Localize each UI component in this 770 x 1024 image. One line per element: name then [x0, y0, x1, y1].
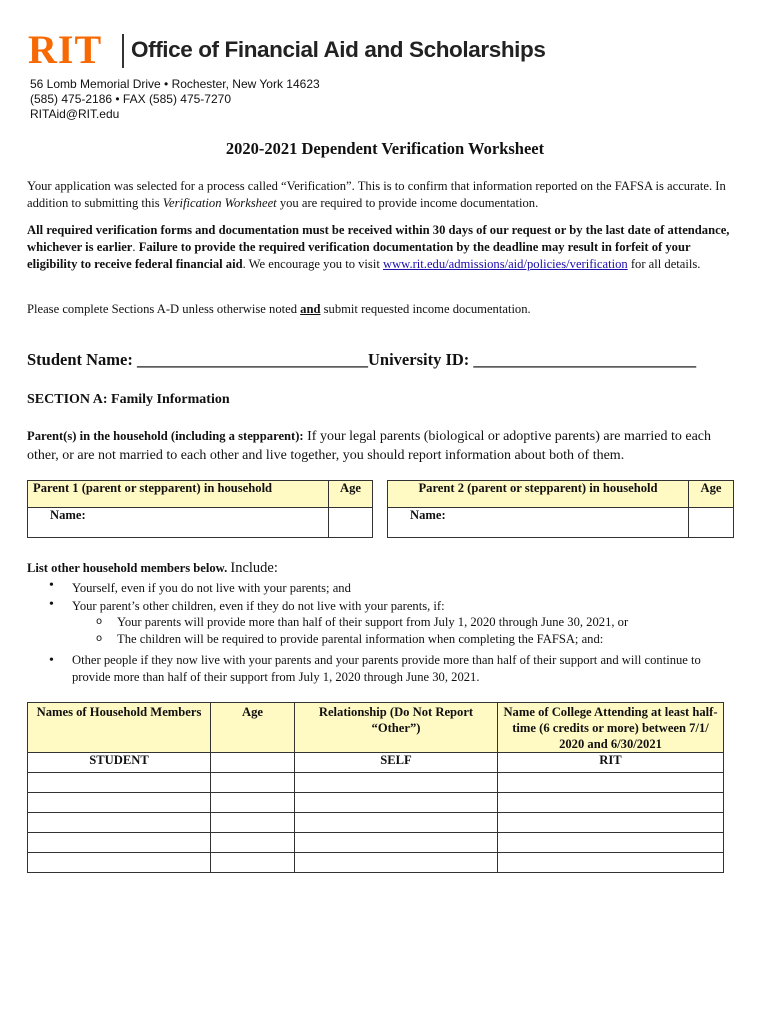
table-cell[interactable] — [28, 773, 211, 793]
bullet-icon: • — [49, 597, 54, 612]
phone-fax-line: (585) 475-2186 • FAX (585) 475-7270 — [30, 92, 231, 106]
col-header-college: Name of College Attending at least half-time (6 credits or more) between 7/1/ 2020 and 6/30/2021 — [498, 703, 724, 753]
table-row — [28, 773, 724, 793]
table-cell[interactable] — [28, 853, 211, 873]
rit-logo: RIT — [28, 27, 103, 72]
table-row — [28, 793, 724, 813]
sub-list-item: Your parents will provide more than half of their support from July 1, 2020 through June 30, 2021, or — [117, 615, 629, 629]
student-name-id-line[interactable]: Student Name: ____________________________University ID: ___________________________ — [27, 350, 697, 369]
table-cell[interactable] — [211, 753, 295, 773]
section-a-title: SECTION A: Family Information — [27, 392, 230, 407]
logo-divider — [122, 34, 124, 68]
sub-list-item: The children will be required to provide parental information when completing the FAFSA; and: — [117, 632, 604, 646]
parent2-table — [387, 480, 734, 538]
col-header-age: Age — [211, 703, 295, 753]
bullet-icon: • — [49, 578, 54, 593]
table-cell[interactable] — [295, 793, 498, 813]
table-cell[interactable] — [211, 833, 295, 853]
parent1-age-header: Age — [329, 481, 373, 508]
table-row — [28, 853, 724, 873]
intro-paragraph: Your application was selected for a process called “Verification”. This is to confirm that information reported on the FAFSA is accurate. In addition to submitting this Verification Worksheet you are required to provide income documentation. — [27, 179, 726, 210]
parent1-header: Parent 1 (parent or stepparent) in household — [28, 481, 329, 508]
table-cell[interactable] — [28, 833, 211, 853]
office-name: Office of Financial Aid and Scholarships — [131, 37, 546, 62]
table-cell[interactable] — [498, 813, 724, 833]
table-cell[interactable]: STUDENT — [28, 753, 211, 773]
table-cell[interactable] — [295, 853, 498, 873]
table-cell[interactable] — [211, 793, 295, 813]
table-cell[interactable] — [498, 853, 724, 873]
email-line: RITAid@RIT.edu — [30, 107, 120, 121]
table-row — [28, 813, 724, 833]
table-cell[interactable]: RIT — [498, 753, 724, 773]
parent2-age-field[interactable] — [689, 508, 734, 538]
household-members-table — [27, 702, 724, 873]
parent2-header: Parent 2 (parent or stepparent) in household — [388, 481, 689, 508]
parent2-age-header: Age — [689, 481, 734, 508]
parents-instructions: Parent(s) in the household (including a stepparent): If your legal parents (biological or adoptive parents) are married to each other, or are not married to each other and live together, you should report information about both of them. — [27, 429, 712, 463]
col-header-names: Names of Household Members — [28, 703, 211, 753]
table-cell[interactable] — [498, 833, 724, 853]
parent1-table — [27, 480, 373, 538]
instructions-paragraph: Please complete Sections A-D unless otherwise noted and submit requested income documentation. — [27, 302, 531, 316]
verification-link[interactable]: www.rit.edu/admissions/aid/policies/verification — [382, 257, 628, 271]
parent2-name-field[interactable]: Name: — [388, 508, 689, 538]
table-cell[interactable] — [211, 853, 295, 873]
table-cell[interactable] — [295, 813, 498, 833]
table-cell[interactable] — [28, 793, 211, 813]
table-cell[interactable] — [498, 793, 724, 813]
parent1-age-field[interactable] — [329, 508, 373, 538]
table-cell[interactable] — [28, 813, 211, 833]
table-row — [28, 753, 724, 773]
table-cell[interactable] — [295, 833, 498, 853]
bullet-icon: • — [49, 653, 54, 668]
table-cell[interactable] — [498, 773, 724, 793]
table-cell[interactable] — [211, 813, 295, 833]
deadline-paragraph: All required verification forms and documentation must be received within 30 days of our request or by the last date of attendance, whichever is earlier. Failure to provide the required verification documentation by the deadline may result in forfeit of your eligibility to receive federal financial aid. We encourage you to visit www.rit.edu/admissions/aid/policies/verification for all details. — [27, 223, 730, 271]
page-title: 2020-2021 Dependent Verification Worksheet — [225, 139, 545, 158]
list-item: Your parent’s other children, even if they do not live with your parents, if: — [72, 599, 445, 613]
circle-bullet-icon: o — [96, 633, 103, 644]
household-list-title: List other household members below. Include: — [27, 560, 278, 576]
col-header-relationship: Relationship (Do Not Report “Other”) — [295, 703, 498, 753]
table-cell[interactable]: SELF — [295, 753, 498, 773]
list-item: Yourself, even if you do not live with your parents; and — [72, 581, 351, 595]
list-item: Other people if they now live with your parents and your parents provide more than half of their support and will continue to provide more than half of their support from July 1, 2020 through June 30, 2021. — [72, 653, 701, 684]
parent1-name-field[interactable]: Name: — [28, 508, 329, 538]
table-row — [28, 833, 724, 853]
address-line: 56 Lomb Memorial Drive • Rochester, New York 14623 — [30, 77, 320, 91]
circle-bullet-icon: o — [96, 616, 103, 627]
table-cell[interactable] — [295, 773, 498, 793]
table-cell[interactable] — [211, 773, 295, 793]
